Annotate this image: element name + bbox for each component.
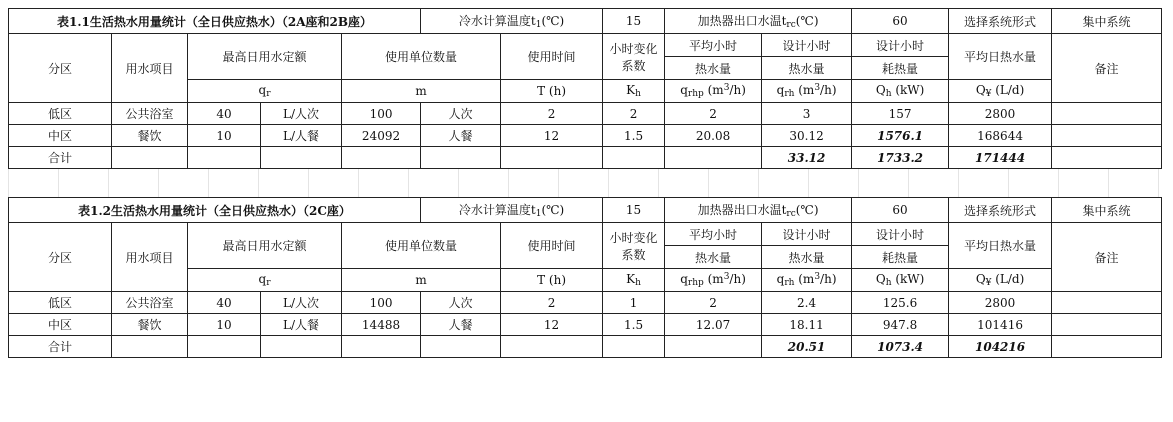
total-design[interactable]: 33.12 — [762, 147, 852, 169]
unit-time[interactable]: T (h) — [501, 269, 603, 292]
empty-cell[interactable] — [1052, 336, 1162, 358]
cell-k[interactable]: 1.5 — [603, 125, 665, 147]
cell-heat[interactable]: 157 — [852, 103, 949, 125]
empty-cell[interactable] — [188, 336, 261, 358]
table-title[interactable]: 表1.2生活热水用量统计（全日供应热水）（2C座） — [9, 198, 421, 223]
table-row — [9, 314, 1162, 336]
cell-remark[interactable] — [1052, 103, 1162, 125]
cell-k[interactable]: 2 — [603, 103, 665, 125]
header-daily[interactable]: 平均日热水量 — [949, 34, 1052, 80]
unit-design[interactable]: $q_{rh}$ $(m^3/h)$ — [762, 269, 852, 292]
cell-time[interactable]: 2 — [501, 292, 603, 314]
header-avg-2[interactable]: 热水量 — [665, 57, 762, 80]
cell-count-unit[interactable]: 人餐 — [421, 125, 501, 147]
cell-design[interactable]: 18.11 — [762, 314, 852, 336]
total-label[interactable]: 合计 — [9, 147, 112, 169]
cold-temp-label[interactable]: 冷水计算温度$t_1(℃)$ — [421, 198, 603, 223]
unit-count[interactable]: m — [342, 269, 501, 292]
cell-quota-unit[interactable]: L/人餐 — [261, 125, 342, 147]
cold-temp-label[interactable]: 冷水计算温度$t_1(℃)$ — [421, 9, 603, 34]
cell-remark[interactable] — [1052, 314, 1162, 336]
system-value[interactable]: 集中系统 — [1052, 198, 1162, 223]
cell-daily[interactable]: 168644 — [949, 125, 1052, 147]
system-label[interactable]: 选择系统形式 — [949, 9, 1052, 34]
empty-cell[interactable] — [261, 336, 342, 358]
empty-cell[interactable] — [665, 336, 762, 358]
total-row — [9, 147, 1162, 169]
cell-zone[interactable]: 中区 — [9, 125, 112, 147]
header-remark[interactable]: 备注 — [1052, 34, 1162, 103]
sheet-gridlines — [8, 169, 1161, 197]
header-time[interactable]: 使用时间 — [501, 34, 603, 80]
cell-count-unit[interactable]: 人次 — [421, 103, 501, 125]
unit-quota[interactable]: $q_r$ — [188, 269, 342, 292]
cell-k[interactable]: 1 — [603, 292, 665, 314]
cell-quota[interactable]: 40 — [188, 292, 261, 314]
cell-remark[interactable] — [1052, 292, 1162, 314]
header-units[interactable]: 使用单位数量 — [342, 223, 501, 269]
cell-time[interactable]: 12 — [501, 125, 603, 147]
header-k[interactable]: 小时变化 系数 — [603, 34, 665, 80]
cell-quota[interactable]: 10 — [188, 125, 261, 147]
header-heat-1[interactable]: 设计小时 — [852, 223, 949, 246]
cell-zone[interactable]: 低区 — [9, 103, 112, 125]
header-design-2[interactable]: 热水量 — [762, 57, 852, 80]
unit-k[interactable]: $K_h$ — [603, 80, 665, 103]
empty-cell[interactable] — [342, 147, 421, 169]
header-zone[interactable]: 分区 — [9, 223, 112, 292]
cell-avg[interactable]: 12.07 — [665, 314, 762, 336]
cell-daily[interactable]: 2800 — [949, 292, 1052, 314]
total-heat[interactable]: 1733.2 — [852, 147, 949, 169]
cell-heat[interactable]: 125.6 — [852, 292, 949, 314]
unit-avg[interactable]: $q_{rhp}$ $(m^3/h)$ — [665, 80, 762, 103]
total-heat[interactable]: 1073.4 — [852, 336, 949, 358]
header-daily[interactable]: 平均日热水量 — [949, 223, 1052, 269]
heater-temp-label[interactable]: 加热器出口水温$t_{rc}(℃)$ — [665, 9, 852, 34]
cell-item[interactable]: 公共浴室 — [112, 103, 188, 125]
cell-item[interactable]: 餐饮 — [112, 125, 188, 147]
cell-count[interactable]: 14488 — [342, 314, 421, 336]
cold-temp-value[interactable]: 15 — [603, 198, 665, 223]
total-label[interactable]: 合计 — [9, 336, 112, 358]
spreadsheet — [8, 8, 1165, 358]
header-remark[interactable]: 备注 — [1052, 223, 1162, 292]
header-quota[interactable]: 最高日用水定额 — [188, 34, 342, 80]
unit-heat[interactable]: $Q_h$ (kW) — [852, 80, 949, 103]
total-daily[interactable]: 171444 — [949, 147, 1052, 169]
cell-quota-unit[interactable]: L/人次 — [261, 292, 342, 314]
table-row — [9, 292, 1162, 314]
cell-heat[interactable]: 947.8 — [852, 314, 949, 336]
empty-cell[interactable] — [342, 336, 421, 358]
cell-item[interactable]: 公共浴室 — [112, 292, 188, 314]
empty-cell[interactable] — [1052, 147, 1162, 169]
cell-design[interactable]: 2.4 — [762, 292, 852, 314]
header-design-1[interactable]: 设计小时 — [762, 223, 852, 246]
cell-k[interactable]: 1.5 — [603, 314, 665, 336]
unit-count[interactable]: m — [342, 80, 501, 103]
cell-quota[interactable]: 10 — [188, 314, 261, 336]
cell-remark[interactable] — [1052, 125, 1162, 147]
unit-avg[interactable]: $q_{rhp}$ $(m^3/h)$ — [665, 269, 762, 292]
table-row — [9, 103, 1162, 125]
hot-water-table — [8, 197, 1162, 358]
total-design[interactable]: 20.51 — [762, 336, 852, 358]
cold-temp-value[interactable]: 15 — [603, 9, 665, 34]
cell-design[interactable]: 30.12 — [762, 125, 852, 147]
header-design-2[interactable]: 热水量 — [762, 246, 852, 269]
empty-cell[interactable] — [665, 147, 762, 169]
cell-count-unit[interactable]: 人餐 — [421, 314, 501, 336]
cell-daily[interactable]: 101416 — [949, 314, 1052, 336]
header-heat-1[interactable]: 设计小时 — [852, 34, 949, 57]
header-avg-1[interactable]: 平均小时 — [665, 223, 762, 246]
header-avg-2[interactable]: 热水量 — [665, 246, 762, 269]
cell-count[interactable]: 100 — [342, 292, 421, 314]
cell-heat[interactable]: 1576.1 — [852, 125, 949, 147]
header-k[interactable]: 小时变化 系数 — [603, 223, 665, 269]
cell-quota-unit[interactable]: L/人餐 — [261, 314, 342, 336]
unit-daily[interactable]: $Q_¥$ (L/d) — [949, 269, 1052, 292]
system-value[interactable]: 集中系统 — [1052, 9, 1162, 34]
total-daily[interactable]: 104216 — [949, 336, 1052, 358]
cell-avg[interactable]: 2 — [665, 292, 762, 314]
cell-count[interactable]: 100 — [342, 103, 421, 125]
empty-cell[interactable] — [501, 147, 603, 169]
hot-water-table — [8, 8, 1162, 169]
header-item[interactable]: 用水项目 — [112, 34, 188, 103]
cell-design[interactable]: 3 — [762, 103, 852, 125]
cell-daily[interactable]: 2800 — [949, 103, 1052, 125]
total-row — [9, 336, 1162, 358]
cell-count[interactable]: 24092 — [342, 125, 421, 147]
heater-temp-value[interactable]: 60 — [852, 198, 949, 223]
empty-cell[interactable] — [603, 147, 665, 169]
header-zone[interactable]: 分区 — [9, 34, 112, 103]
empty-cell[interactable] — [501, 336, 603, 358]
unit-time[interactable]: T (h) — [501, 80, 603, 103]
header-item[interactable]: 用水项目 — [112, 223, 188, 292]
table-row — [9, 125, 1162, 147]
unit-daily[interactable]: $Q_¥$ (L/d) — [949, 80, 1052, 103]
unit-design[interactable]: $q_{rh}$ $(m^3/h)$ — [762, 80, 852, 103]
empty-cell[interactable] — [112, 336, 188, 358]
cell-quota-unit[interactable]: L/人次 — [261, 103, 342, 125]
unit-heat[interactable]: $Q_h$ (kW) — [852, 269, 949, 292]
header-design-1[interactable]: 设计小时 — [762, 34, 852, 57]
header-quota[interactable]: 最高日用水定额 — [188, 223, 342, 269]
empty-cell[interactable] — [261, 147, 342, 169]
cell-zone[interactable]: 低区 — [9, 292, 112, 314]
heater-temp-value[interactable]: 60 — [852, 9, 949, 34]
header-heat-2[interactable]: 耗热量 — [852, 57, 949, 80]
table-title[interactable]: 表1.1生活热水用量统计（全日供应热水）（2A座和2B座） — [9, 9, 421, 34]
system-label[interactable]: 选择系统形式 — [949, 198, 1052, 223]
cell-avg[interactable]: 20.08 — [665, 125, 762, 147]
header-avg-1[interactable]: 平均小时 — [665, 34, 762, 57]
cell-count-unit[interactable]: 人次 — [421, 292, 501, 314]
empty-cell[interactable] — [421, 147, 501, 169]
cell-time[interactable]: 12 — [501, 314, 603, 336]
unit-k[interactable]: $K_h$ — [603, 269, 665, 292]
empty-cell[interactable] — [112, 147, 188, 169]
unit-quota[interactable]: $q_r$ — [188, 80, 342, 103]
cell-zone[interactable]: 中区 — [9, 314, 112, 336]
header-units[interactable]: 使用单位数量 — [342, 34, 501, 80]
empty-cell[interactable] — [421, 336, 501, 358]
header-time[interactable]: 使用时间 — [501, 223, 603, 269]
empty-cell[interactable] — [603, 336, 665, 358]
cell-item[interactable]: 餐饮 — [112, 314, 188, 336]
cell-avg[interactable]: 2 — [665, 103, 762, 125]
cell-time[interactable]: 2 — [501, 103, 603, 125]
heater-temp-label[interactable]: 加热器出口水温$t_{rc}(℃)$ — [665, 198, 852, 223]
header-heat-2[interactable]: 耗热量 — [852, 246, 949, 269]
empty-cell[interactable] — [188, 147, 261, 169]
cell-quota[interactable]: 40 — [188, 103, 261, 125]
